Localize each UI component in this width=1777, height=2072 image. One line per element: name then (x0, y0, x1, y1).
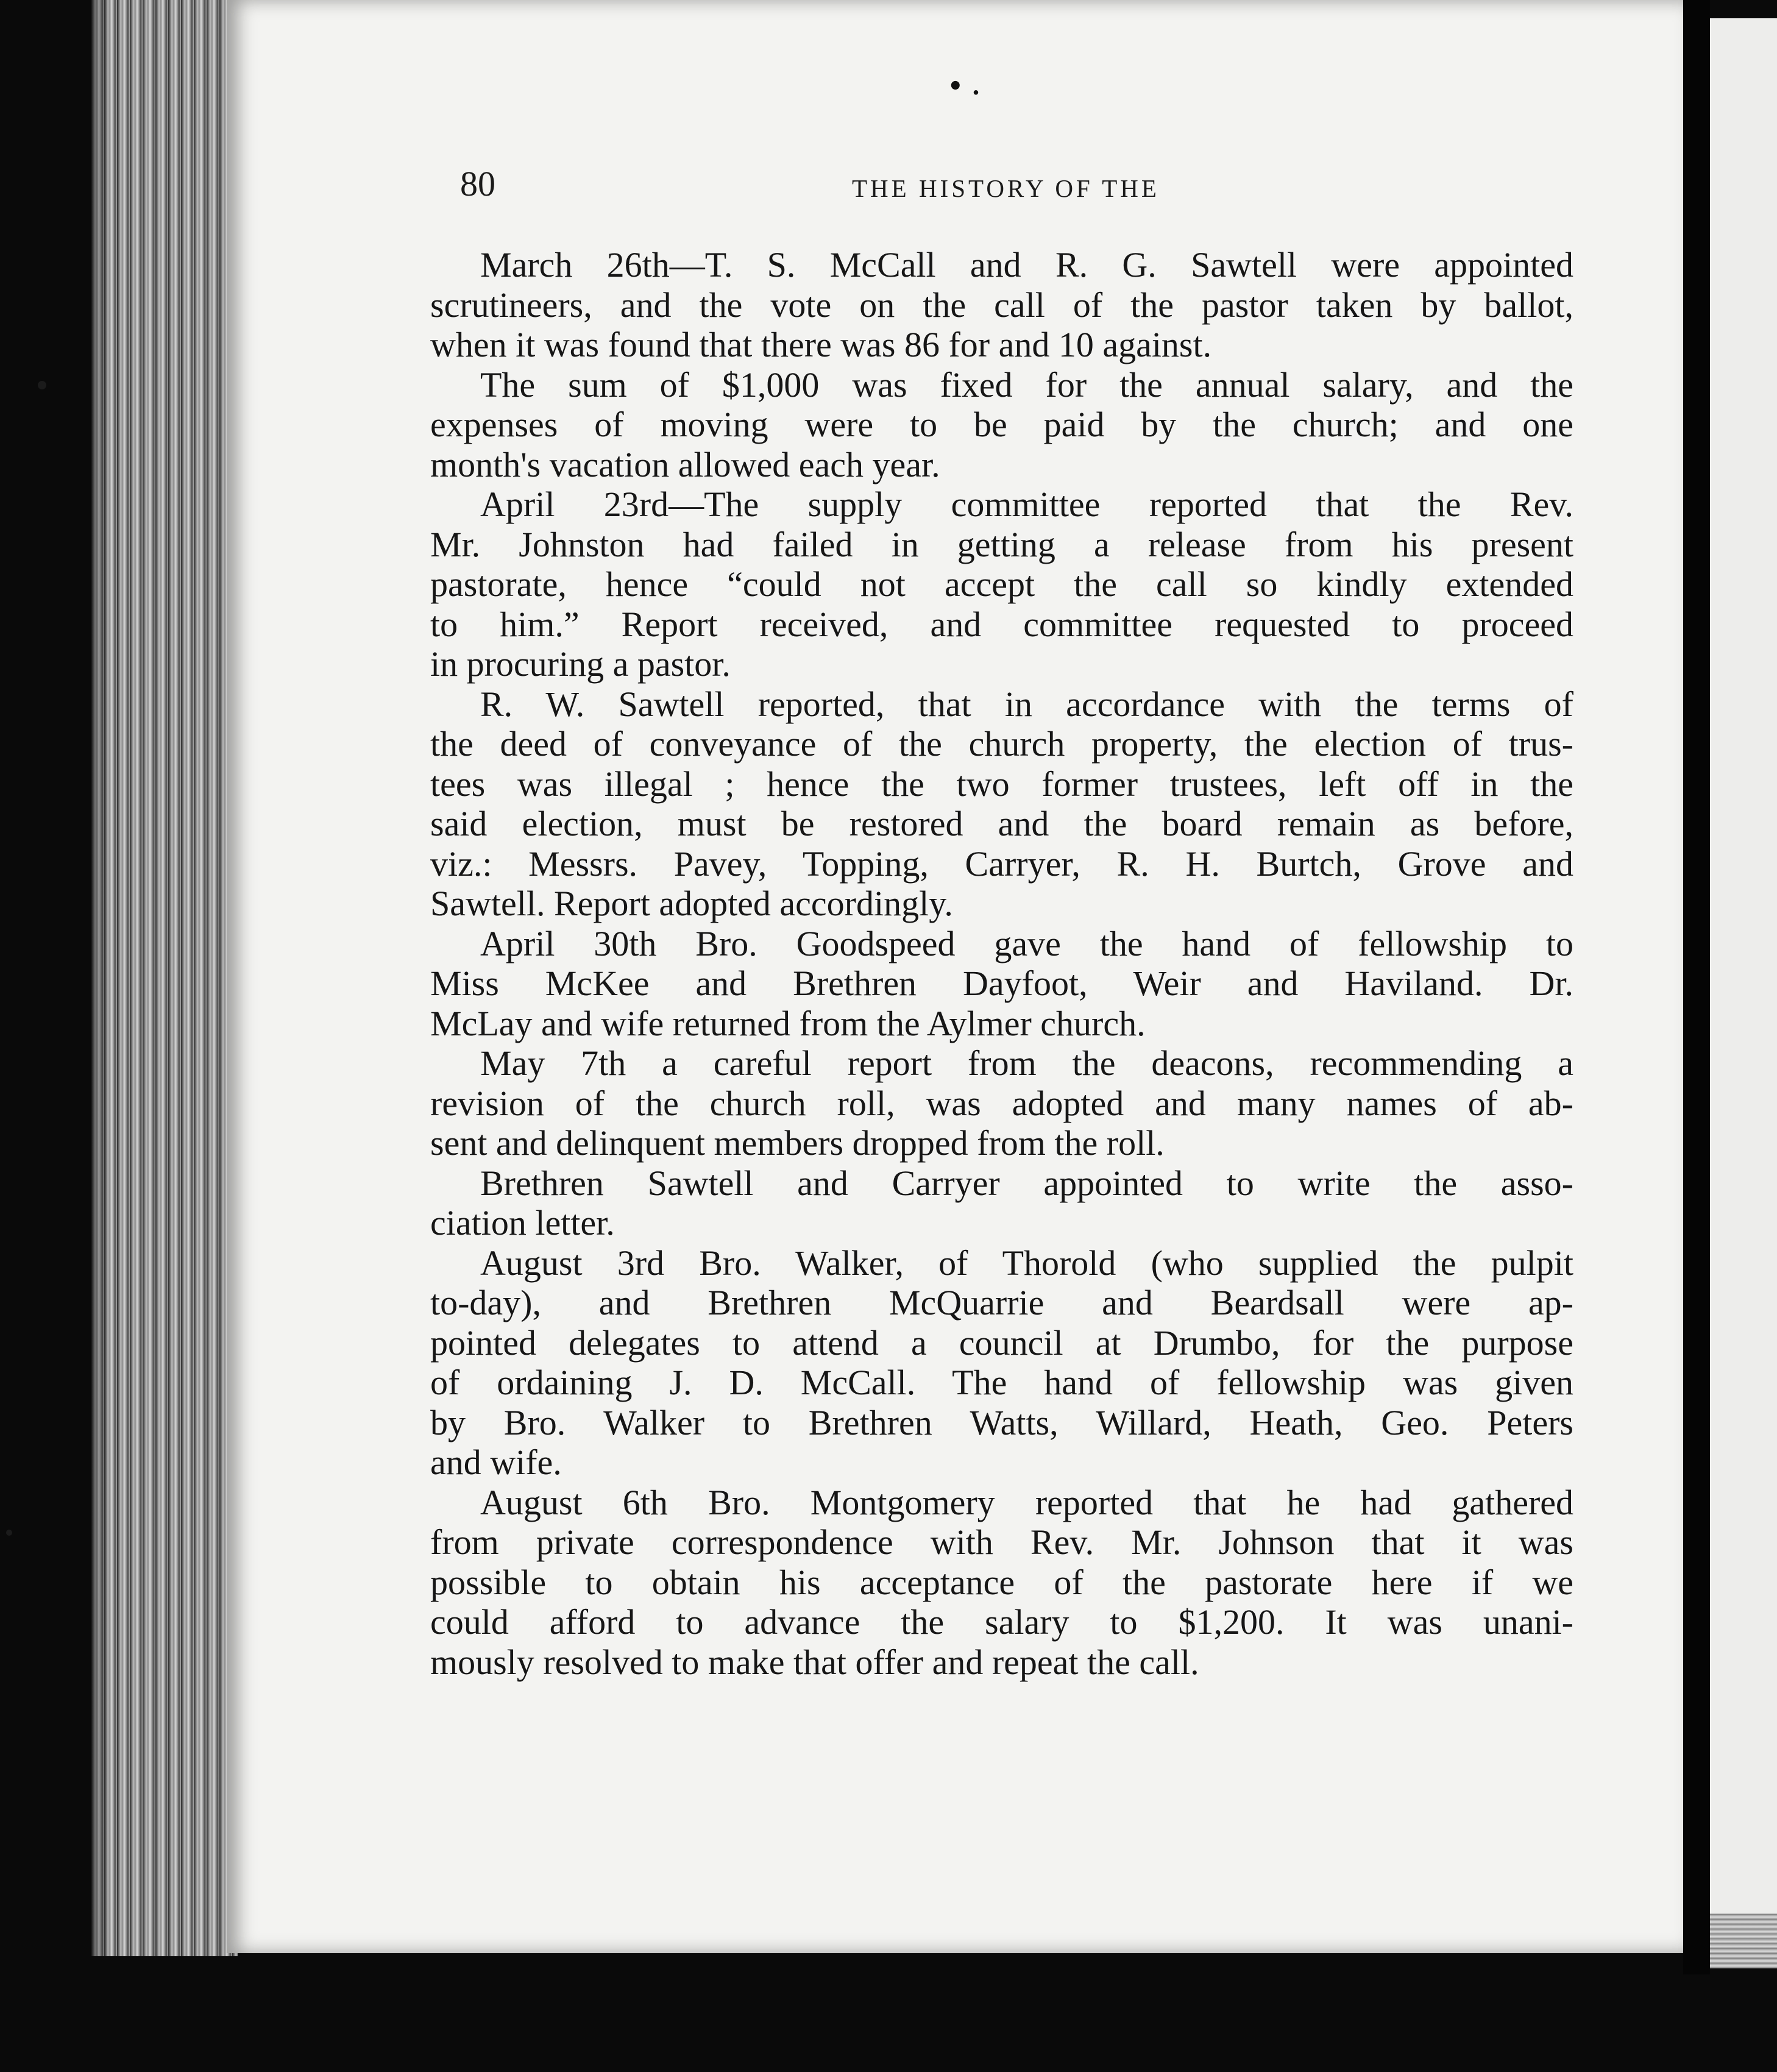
paragraph (430, 1043, 1573, 1163)
text-line: viz.: Messrs. Pavey, Topping, Carryer, R. H. Burtch, Grove and (430, 843, 1573, 884)
paragraph (430, 1243, 1573, 1483)
text-line: April 30th Bro. Goodspeed gave the hand of fellowship to (480, 923, 1573, 963)
paragraph (430, 684, 1573, 924)
text-line: ciation letter. (430, 1203, 615, 1243)
text-line: The sum of $1,000 was fixed for the annual salary, and the (480, 364, 1573, 405)
text-line: Miss McKee and Brethren Dayfoot, Weir and Haviland. Dr. (430, 963, 1573, 1003)
paragraph (430, 1483, 1573, 1683)
text-line: to him.” Report received, and committee requested to proceed (430, 604, 1573, 644)
text-line: sent and delinquent members dropped from the roll. (430, 1123, 1165, 1163)
text-line: month's vacation allowed each year. (430, 444, 940, 484)
text-line: Brethren Sawtell and Carryer appointed to write the asso- (480, 1163, 1573, 1203)
text-line: the deed of conveyance of the church property, the election of trus- (430, 724, 1573, 764)
paragraph (430, 245, 1573, 365)
text-line: pastorate, hence “could not accept the call so kindly extended (430, 564, 1573, 604)
adjacent-page-edge (1710, 1914, 1777, 1968)
adjacent-page-strip (1710, 18, 1777, 1968)
text-line: March 26th—T. S. McCall and R. G. Sawtell were appointed (480, 245, 1573, 285)
text-line: revision of the church roll, was adopted and many names of ab- (430, 1083, 1573, 1123)
scan-speck (38, 381, 46, 389)
paragraph (430, 924, 1573, 1044)
text-line: August 3rd Bro. Walker, of Thorold (who supplied the pulpit (480, 1243, 1573, 1283)
text-line: McLay and wife returned from the Aylmer church. (430, 1003, 1146, 1043)
paragraph (430, 484, 1573, 684)
text-line: mously resolved to make that offer and repeat the call. (430, 1642, 1199, 1682)
paragraph (430, 1163, 1573, 1243)
text-line: by Bro. Walker to Brethren Watts, Willard, Heath, Geo. Peters (430, 1402, 1573, 1442)
scan-speck (6, 1530, 12, 1536)
running-head: THE HISTORY OF THE (852, 174, 1160, 202)
text-line: in procuring a pastor. (430, 644, 731, 684)
page-gutter (1683, 0, 1710, 1974)
text-line: May 7th a careful report from the deacons, recommending a (480, 1043, 1573, 1083)
text-line: and wife. (430, 1442, 562, 1482)
text-line: said election, must be restored and the board remain as before, (430, 804, 1573, 843)
text-line: from private correspondence with Rev. Mr. Johnson that it was (430, 1522, 1573, 1562)
page-number: 80 (460, 164, 495, 204)
text-line: April 23rd—The supply committee reported that the Rev. (480, 484, 1573, 524)
book-page-edges (91, 0, 238, 1956)
binding-shadow (73, 0, 110, 1956)
text-line: Sawtell. Report adopted accordingly. (430, 884, 953, 923)
text-line: to-day), and Brethren McQuarrie and Beardsall were ap- (430, 1283, 1573, 1322)
text-line: R. W. Sawtell reported, that in accordance with the terms of (480, 684, 1573, 724)
text-line: expenses of moving were to be paid by the church; and one (430, 405, 1573, 444)
body-text (430, 245, 1573, 1682)
text-line: tees was illegal ; hence the two former trustees, left off in the (430, 764, 1573, 804)
text-line: August 6th Bro. Montgomery reported that he had gathered (480, 1482, 1573, 1522)
paragraph (430, 365, 1573, 485)
text-line: possible to obtain his acceptance of the pastorate here if we (430, 1562, 1573, 1602)
text-line: Mr. Johnston had failed in getting a release from his present (430, 524, 1573, 564)
printer-mark: • . (948, 72, 981, 101)
text-line: when it was found that there was 86 for and 10 against. (430, 325, 1212, 364)
text-line: could afford to advance the salary to $1,200. It was unani- (430, 1602, 1573, 1642)
text-line: of ordaining J. D. McCall. The hand of fellowship was given (430, 1363, 1573, 1402)
text-line: scrutineers, and the vote on the call of the pastor taken by ballot, (430, 285, 1573, 325)
text-line: pointed delegates to attend a council at Drumbo, for the purpose (430, 1322, 1573, 1363)
